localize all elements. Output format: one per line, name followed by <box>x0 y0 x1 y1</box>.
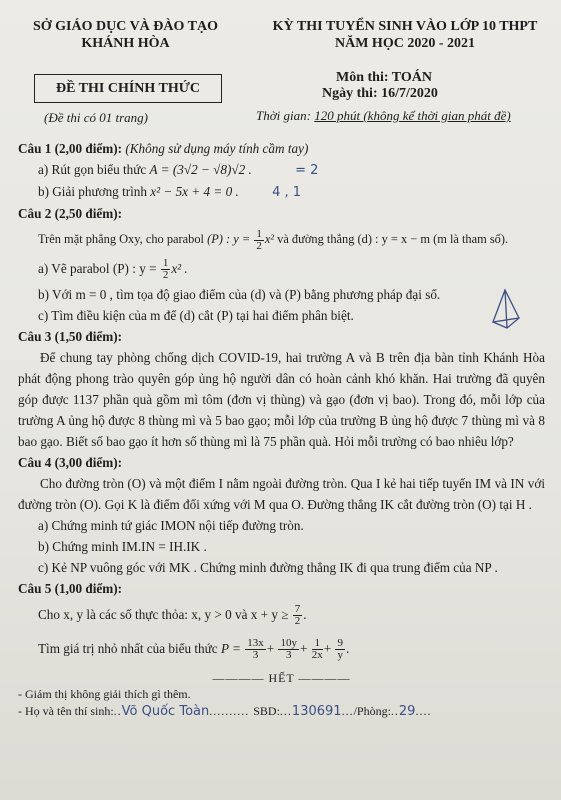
question-1a-text: a) Rút gọn biểu thức <box>38 162 147 177</box>
question-1-note: (Không sử dụng máy tính cầm tay) <box>125 141 309 156</box>
question-4a: a) Chứng minh tứ giác IMON nội tiếp đường tròn. <box>38 518 304 533</box>
fraction-9-y <box>335 638 345 661</box>
candidate-name-value: Võ Quốc Toàn <box>121 704 210 719</box>
question-2a-end: x² . <box>171 261 188 276</box>
handwritten-answer-1b: 4 , 1 <box>272 185 302 200</box>
footer-note: - Giám thị không giải thích gì thêm. <box>18 687 191 701</box>
page-count: (Đề thi có 01 trang) <box>44 110 148 125</box>
question-3-title: Câu 3 (1,50 điểm): <box>18 329 123 344</box>
sbd-label: SBD: <box>253 704 280 718</box>
handwritten-sketch-icon <box>489 284 523 332</box>
exam-time <box>256 108 511 124</box>
fraction-denominator: 3 <box>285 649 292 662</box>
question-5-expression: Tìm giá trị nhỏ nhất của biểu thức P = $\frac{13x}{3}$ + $\frac{10y}{3}$ + $\frac{1}{2x}$ + $\frac{9}{y}$ . <box>38 637 350 662</box>
fraction-numerator: 10y <box>280 637 297 650</box>
question-2b: b) Với m = 0 , tìm tọa độ giao điểm của (d) và (P) bằng phương pháp đại số. <box>38 287 441 302</box>
handwritten-answer-1a: = 2 <box>295 163 319 178</box>
question-5-find-text: Tìm giá trị nhỏ nhất của biểu thức <box>38 641 218 656</box>
subject-block <box>300 70 510 102</box>
school-year: NĂM HỌC 2020 - 2021 <box>335 36 475 51</box>
fraction-seven-halves <box>293 604 303 627</box>
fraction-10y-3 <box>278 638 299 661</box>
fraction-numerator: 7 <box>294 603 301 616</box>
fraction-denominator: 2 <box>256 239 262 252</box>
fraction-denominator: 2 <box>162 269 169 282</box>
issuer-line-2: KHÁNH HÒA <box>81 36 170 51</box>
question-4 <box>18 452 545 578</box>
question-1b-expression: x² − 5x + 4 = 0 . <box>150 184 239 199</box>
fraction-numerator: 1 <box>312 638 323 650</box>
fraction-numerator: 1 <box>256 227 262 240</box>
time-value: 120 phút (không kể thời gian phát đề) <box>314 108 511 123</box>
fraction-13x-3 <box>245 638 266 661</box>
exam-header <box>18 18 545 138</box>
expression-p: P = <box>220 641 241 656</box>
sbd-value: 130691 <box>291 704 342 719</box>
fraction-numerator: 9 <box>337 637 343 650</box>
fraction-numerator: 1 <box>162 257 169 270</box>
question-3 <box>18 326 545 452</box>
question-5 <box>18 578 545 667</box>
issuer-line-1: SỞ GIÁO DỤC VÀ ĐÀO TẠO <box>32 19 218 34</box>
room-label: /Phòng: <box>353 704 391 718</box>
candidate-name-label: - Họ và tên thí sinh: <box>18 704 114 718</box>
exam-title-block <box>250 18 560 52</box>
question-2a-text: a) Vẽ parabol (P) : y = <box>38 261 157 276</box>
question-2-intro-text: Trên mặt phẳng Oxy, cho parabol <box>38 232 204 246</box>
exam-title: KỲ THI TUYỂN SINH VÀO LỚP 10 THPT <box>272 19 538 34</box>
fraction-denominator: 3 <box>252 649 259 662</box>
fraction-numerator: 13x <box>247 637 264 650</box>
question-5-condition: Cho x, y là các số thực thỏa: x, y > 0 và x + y ≥ $\frac{7}{2}$ . <box>38 603 307 628</box>
question-1-title: Câu 1 (2,00 điểm): <box>18 141 123 156</box>
question-4-title: Câu 4 (3,00 điểm): <box>18 455 123 470</box>
fraction-denominator: 2 <box>294 615 301 628</box>
question-2 <box>18 203 545 326</box>
fraction-1-2x <box>312 638 323 661</box>
subject: Môn thi: TOÁN <box>336 70 432 85</box>
question-4c: c) Kẻ NP vuông góc với MK . Chứng minh đường thẳng IK đi qua trung điểm của NP . <box>38 560 498 575</box>
room-value: 29 <box>398 704 416 719</box>
question-4b: b) Chứng minh IM.IN = IH.IK . <box>38 539 207 554</box>
fraction-denominator: 2x <box>311 649 323 662</box>
question-5-title: Câu 5 (1,00 điểm): <box>18 581 123 596</box>
candidate-line: - Họ và tên thí sinh:..Võ Quốc Toàn.......... SBD:...130691.../Phòng:..29.... <box>18 704 432 719</box>
question-4-body: Cho đường tròn (O) và một điểm I nằm ngoài đường tròn. Qua I kẻ hai tiếp tuyến IM và IN với đường tròn (O). Gọi K là điểm đối xứng với M qua O. Đường thẳng IK cắt đường tròn (O) tại H . <box>18 476 545 512</box>
time-label: Thời gian: <box>256 108 311 123</box>
question-2a <box>18 254 545 284</box>
end-marker: ———— HẾT ———— <box>212 671 351 685</box>
question-1b-text: b) Giải phương trình <box>38 184 147 199</box>
question-2c: c) Tìm điều kiện của m để (d) cắt (P) tại hai điểm phân biệt. <box>38 308 354 323</box>
official-badge: ĐỀ THI CHÍNH THỨC <box>34 74 222 103</box>
line-equation: và đường thẳng (d) : y = x − m (m là tham số). <box>277 232 509 246</box>
question-5-condition-text: Cho x, y là các số thực thỏa: x, y > 0 và x + y ≥ <box>38 607 289 622</box>
question-2-intro <box>18 224 545 254</box>
question-1b <box>18 181 545 203</box>
fraction-one-half <box>254 229 264 252</box>
end-text: HẾT <box>268 671 295 685</box>
fraction-denominator: y <box>337 649 343 662</box>
exam-footer <box>18 686 545 720</box>
question-2-title: Câu 2 (2,50 điểm): <box>18 206 123 221</box>
parabol-x2: x² <box>264 232 275 246</box>
fraction-one-half-2a <box>161 258 171 281</box>
question-3-body: Để chung tay phòng chống dịch COVID-19, hai trường A và B trên địa bàn tỉnh Khánh Hòa phát động phong trào quyên góp ủng hộ người dân có hoàn cảnh khó khăn. Hai trường đã quyên góp được 1137 phần quà gồm mì tôm (đơn vị thùng) và gạo (đơn vị bao). Trong đó, mỗi lớp của trường A ủng hộ được 8 thùng mì và 5 bao gạo; mỗi lớp của trường B ủng hộ được 7 thùng mì và 8 bao gạo. Biết số bao gạo ít hơn số thùng mì là 75 phần quà. Hỏi mỗi trường có bao nhiêu lớp? <box>18 350 545 449</box>
issuer-block <box>18 18 233 52</box>
exam-date: Ngày thi: 16/7/2020 <box>322 86 438 101</box>
parabol-equation: (P) : y = <box>207 232 251 246</box>
question-1 <box>18 138 545 203</box>
question-1a <box>18 159 545 181</box>
question-1a-expression: A = (3√2 − √8)√2 . <box>149 162 252 177</box>
